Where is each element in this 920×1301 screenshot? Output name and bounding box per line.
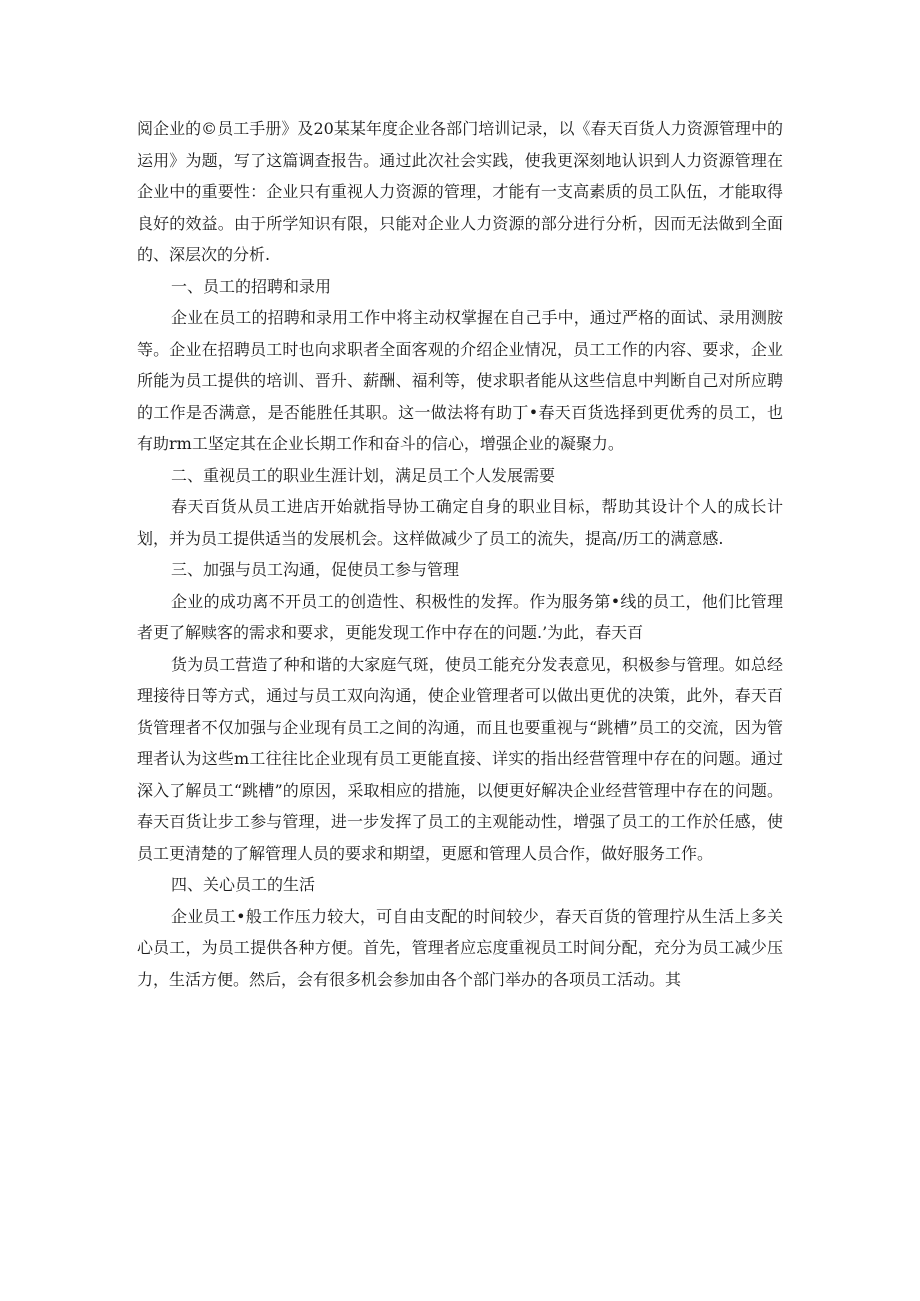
- section-heading-2: 二、重视员工的职业生涯计划，满足员工个人发展需要: [171, 465, 556, 485]
- paragraph-recruitment: 企业在员工的招聘和录用工作中将主动权掌握在自己手中，通过严格的面试、录用测胺等。企业在招聘员工时也向求职者全面客观的介绍企业情况，员工工作的内容、要求，企业所能为员工提供的培训、晋升、薪酬、福利等，使求职者能从这些信息中判断自己对所应聘的工作是否满意，是否能胜任其职。这一做法将有助丁•春天百货选择到更优秀的员工，也有助rm工坚定其在企业长期工作和奋斗的信心，增强企业的凝聚力。: [137, 308, 783, 453]
- section-heading-3: 三、加强与员工沟通，促使员工参与管理: [171, 560, 460, 579]
- document-body: [137, 113, 783, 995]
- section-heading-1: 一、员工的招聘和录用: [171, 276, 332, 296]
- paragraph-communication-b: 货为员工营造了种和谐的大家庭气斑，使员工能充分发表意见，积极参与管理。如总经理接待日等方式，通过与员工双向沟通，使企业管理者可以做出更优的决策，此外，春天百货管理者不仅加强与企业现有员工之间的沟通，而且也要重视与“跳槽”员工的交流，因为管理者认为这些m工往往比企业现有员工更能直接、详实的指出经营管理中存在的问题。通过深入了解员工“跳槽”的原因，采取相应的措施，以便更好解决企业经营管理中存在的问题。春天百货让步工参与管理，进一步发挥了员工的主观能动性，增强了员工的工作於任感，使员工更清楚的了解管理人员的要求和期望，更愿和管理人员合作，做好服务工作。: [137, 654, 783, 863]
- paragraph-communication-a: 企业的成功离不开员工的创造性、积极性的发挥。作为服务第•线的员工，他们比管理者更了解赎客的需求和要求，更能发现工作中存在的问题.’为此，春天百: [137, 591, 783, 642]
- paragraph-employee-life: 企业员工•般工作压力较大，可自由支配的时间较少，春天百货的管理拧从生活上多关心员工，为员工提供各种方便。首先，管理者应忘度重视员工时间分配，充分为员工减少压力，生活方便。然后，会有很多机会参加由各个部门举办的各项员工活动。其: [137, 906, 783, 989]
- paragraph-intro: 阅企业的©员工手册》及20某某年度企业各部门培训记录，以《春天百货人力资源管理中的运用》为题，写了这篇调查报告。通过此次社会实践，使我更深刻地认识到人力资源管理在企业中的重要性：企业只有重视人力资源的管理，才能有一支高素质的员工队伍，才能取得良好的效益。由于所学知识有限，只能对企业人力资源的部分进行分析，因而无法做到全面的、深层次的分析.: [137, 119, 783, 264]
- paragraph-career-plan: 春天百货从员工进店开始就指导协工确定自身的职业目标，帮助其设计个人的成长计划，并为员工提供适当的发展机会。这样做减少了员工的流失，提高/历工的满意感.: [137, 497, 783, 548]
- section-heading-4: 四、关心员工的生活: [171, 875, 316, 894]
